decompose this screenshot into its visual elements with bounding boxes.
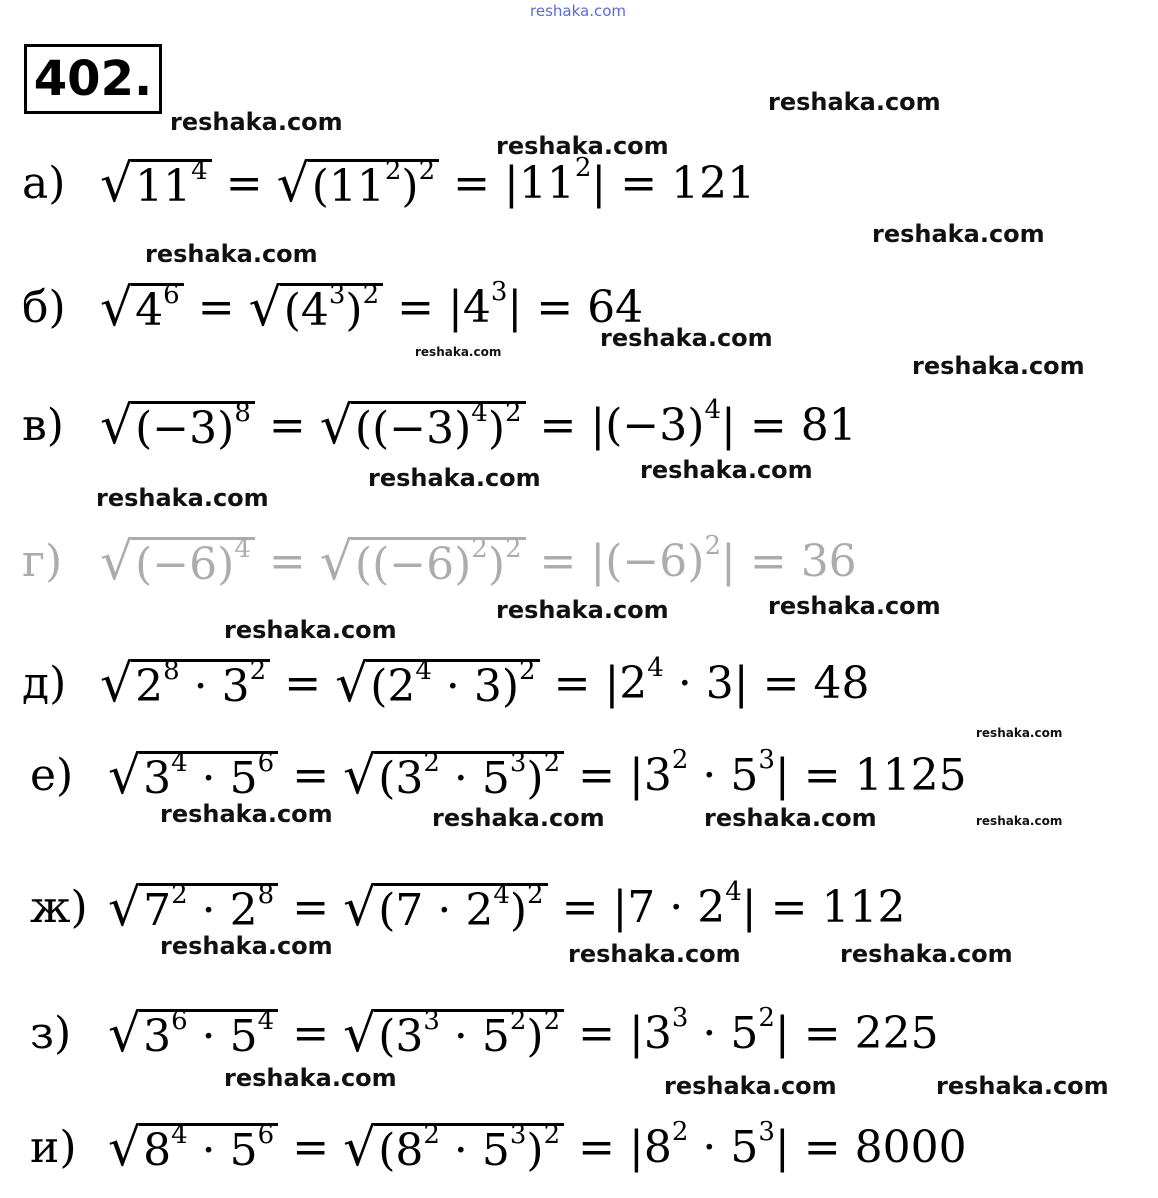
abs-bar: |	[612, 882, 628, 933]
item-label: д)	[22, 658, 67, 709]
item-label: з)	[30, 1008, 72, 1059]
radical	[108, 1118, 278, 1178]
radical	[343, 1118, 564, 1178]
math-term: )	[526, 752, 544, 804]
abs-bar: |	[774, 1122, 790, 1173]
math-term: (3	[378, 752, 424, 804]
radicand	[131, 655, 270, 712]
math-term: · 5	[187, 1010, 258, 1062]
exponent: 4	[234, 533, 251, 564]
exponent: 3	[328, 279, 346, 310]
watermark: reshaka.com	[704, 804, 877, 832]
exponent: 2	[574, 153, 592, 183]
expression	[108, 745, 967, 806]
expression	[108, 1003, 939, 1064]
watermark: reshaka.com	[96, 484, 269, 512]
radical	[343, 746, 564, 806]
equals-sign: =	[197, 282, 235, 333]
watermark: reshaka.com	[640, 456, 813, 484]
watermark: reshaka.com	[976, 726, 1063, 740]
abs-bar: |	[741, 882, 757, 933]
equals-sign: =	[578, 750, 616, 801]
equals-sign: =	[561, 882, 599, 933]
exponent: 3	[423, 1005, 440, 1036]
sqrt-sign: √	[343, 746, 377, 806]
sqrt-sign: √	[100, 532, 134, 592]
exponent: 4	[471, 397, 488, 428]
math-term: · 5	[187, 752, 258, 804]
exponent: 4	[493, 879, 510, 910]
exponent: 2	[671, 1117, 689, 1147]
math-term: · 5	[688, 750, 759, 801]
exponent: 2	[423, 1119, 440, 1150]
result-value: 8000	[854, 1122, 967, 1173]
exponent: 4	[171, 747, 188, 778]
watermark: reshaka.com	[170, 108, 343, 136]
radicand	[351, 533, 526, 590]
abs-bar: |	[720, 536, 736, 587]
radicand	[139, 1005, 278, 1062]
equals-sign: =	[749, 536, 787, 587]
equals-sign: =	[539, 400, 577, 451]
problem-number: 402.	[24, 44, 162, 114]
radicand	[139, 747, 278, 804]
item-label: ж)	[30, 882, 88, 933]
exponent: 2	[543, 747, 561, 778]
math-term: 7 · 2	[627, 882, 726, 933]
watermark: reshaka.com	[768, 592, 941, 620]
radical	[248, 278, 384, 338]
math-term: · 5	[439, 1124, 510, 1176]
math-term: 8	[143, 1124, 172, 1176]
math-term: (3	[378, 1010, 424, 1062]
math-term: 4	[135, 284, 164, 336]
math-term: (7 · 2	[378, 884, 494, 936]
exponent: 2	[423, 747, 440, 778]
watermark: reshaka.com	[768, 88, 941, 116]
radicand	[374, 747, 564, 804]
expression	[100, 531, 857, 592]
result-value: 81	[800, 400, 857, 451]
sqrt-sign: √	[108, 1004, 142, 1064]
watermark: reshaka.com	[600, 324, 773, 352]
abs-bar: |	[774, 750, 790, 801]
watermark: reshaka.com	[415, 345, 502, 359]
exponent: 3	[758, 745, 775, 775]
abs-bar: |	[591, 158, 607, 209]
exponent: 4	[171, 1119, 188, 1150]
math-term: 2	[135, 660, 164, 712]
result-value: 64	[587, 282, 644, 333]
abs-bar: |	[629, 1122, 644, 1173]
exponent: 2	[471, 533, 488, 564]
radical	[100, 154, 212, 214]
exponent: 6	[257, 1119, 275, 1150]
exponent: 2	[384, 155, 402, 186]
radical	[100, 396, 255, 456]
expression	[100, 653, 870, 714]
abs-bar: |	[629, 1008, 644, 1059]
math-term: 2	[619, 658, 648, 709]
math-term: · 3)	[431, 660, 520, 712]
radicand	[280, 279, 383, 336]
result-value: 1125	[854, 750, 967, 801]
sqrt-sign: √	[100, 278, 134, 338]
exponent: 3	[490, 277, 508, 307]
equation-row	[22, 653, 870, 714]
radicand	[374, 1005, 564, 1062]
watermark: reshaka.com	[160, 932, 333, 960]
abs-bar: |	[604, 658, 620, 709]
absolute-value	[590, 531, 736, 587]
equals-sign: =	[553, 658, 591, 709]
sqrt-sign: √	[108, 746, 142, 806]
radical	[319, 396, 526, 456]
watermark: reshaka.com	[912, 352, 1085, 380]
exponent: 2	[504, 397, 522, 428]
sqrt-sign: √	[343, 1004, 377, 1064]
equals-sign: =	[292, 750, 330, 801]
equals-sign: =	[292, 1122, 330, 1173]
exponent: 2	[543, 1005, 561, 1036]
watermark: reshaka.com	[224, 616, 397, 644]
absolute-value	[590, 395, 736, 451]
sqrt-sign: √	[319, 396, 353, 456]
radical	[108, 746, 278, 806]
exponent: 8	[163, 655, 180, 686]
radical	[335, 654, 540, 714]
radical	[108, 1004, 278, 1064]
watermark: reshaka.com	[840, 940, 1013, 968]
equals-sign: =	[578, 1122, 616, 1173]
math-term: (2	[370, 660, 416, 712]
exponent: 2	[543, 1119, 561, 1150]
math-term: 11	[518, 158, 575, 209]
radicand	[131, 155, 212, 212]
watermark: reshaka.com	[160, 800, 333, 828]
result-value: 121	[671, 158, 756, 209]
sqrt-sign: √	[276, 154, 310, 214]
item-label: в)	[22, 400, 64, 451]
equals-sign: =	[268, 536, 306, 587]
sqrt-sign: √	[335, 654, 369, 714]
equals-sign: =	[803, 750, 841, 801]
exponent: 4	[257, 1005, 275, 1036]
expression	[100, 153, 756, 214]
result-value: 225	[854, 1008, 939, 1059]
abs-bar: |	[733, 658, 749, 709]
exponent: 3	[509, 747, 527, 778]
abs-bar: |	[507, 282, 523, 333]
math-term: 7	[143, 884, 172, 936]
exponent: 4	[191, 155, 208, 186]
result-value: 36	[800, 536, 857, 587]
item-label: а)	[22, 158, 66, 209]
radicand	[139, 1119, 278, 1176]
sqrt-sign: √	[108, 1118, 142, 1178]
math-term: (−3)	[135, 402, 235, 454]
radical	[343, 1004, 564, 1064]
sqrt-sign: √	[100, 396, 134, 456]
equals-sign: =	[762, 658, 800, 709]
math-term: · 5	[688, 1008, 759, 1059]
math-term: (−6)	[605, 536, 705, 587]
math-term: 11	[135, 160, 192, 212]
exponent: 2	[249, 655, 267, 686]
item-label: и)	[30, 1122, 77, 1173]
equation-row	[30, 1117, 967, 1178]
radical	[100, 654, 270, 714]
abs-bar: |	[590, 536, 606, 587]
math-term: ((−6)	[354, 538, 472, 590]
equals-sign: =	[536, 282, 574, 333]
equals-sign: =	[749, 400, 787, 451]
exponent: 3	[671, 1003, 689, 1033]
math-term: · 3	[663, 658, 734, 709]
watermark: reshaka.com	[872, 220, 1045, 248]
math-term: ((−3)	[354, 402, 472, 454]
exponent: 4	[415, 655, 432, 686]
math-term: 3	[143, 1010, 172, 1062]
result-value: 112	[821, 882, 906, 933]
math-term: 4	[462, 282, 491, 333]
equation-row	[30, 877, 906, 938]
math-term: )	[509, 884, 528, 936]
math-term: )	[526, 1124, 544, 1176]
item-label: г)	[22, 536, 63, 587]
equals-sign: =	[225, 158, 263, 209]
watermark: reshaka.com	[664, 1072, 837, 1100]
sqrt-sign: √	[248, 278, 282, 338]
exponent: 8	[257, 879, 275, 910]
watermark: reshaka.com	[432, 804, 605, 832]
math-term: (8	[378, 1124, 424, 1176]
math-term: · 5	[187, 1124, 258, 1176]
equation-row	[30, 745, 967, 806]
absolute-value	[629, 1117, 790, 1173]
radicand	[139, 879, 278, 936]
absolute-value	[612, 877, 757, 933]
watermark: reshaka.com	[224, 1064, 397, 1092]
abs-bar: |	[629, 750, 644, 801]
math-term: · 2	[187, 884, 258, 936]
expression	[108, 1117, 967, 1178]
exponent: 6	[171, 1005, 188, 1036]
watermark: reshaka.com	[568, 940, 741, 968]
math-term: 8	[643, 1122, 672, 1173]
exponent: 2	[671, 745, 689, 775]
radical	[276, 154, 440, 214]
equals-sign: =	[578, 1008, 616, 1059]
exponent: 2	[171, 879, 188, 910]
absolute-value	[629, 745, 790, 801]
radicand	[131, 397, 255, 454]
exponent: 2	[758, 1003, 775, 1033]
sqrt-sign: √	[100, 654, 134, 714]
equals-sign: =	[284, 658, 322, 709]
radicand	[366, 655, 539, 712]
math-term: )	[345, 284, 363, 336]
exponent: 2	[418, 155, 436, 186]
watermark: reshaka.com	[368, 464, 541, 492]
result-value: 48	[813, 658, 870, 709]
sqrt-sign: √	[100, 154, 134, 214]
exponent: 2	[362, 279, 380, 310]
math-term: (4	[283, 284, 329, 336]
math-term: · 5	[439, 752, 510, 804]
math-term: 3	[643, 1008, 672, 1059]
equation-row	[22, 531, 857, 592]
math-term: )	[526, 1010, 544, 1062]
equals-sign: =	[770, 882, 808, 933]
exponent: 4	[647, 653, 664, 683]
abs-bar: |	[448, 282, 463, 333]
expression	[100, 395, 857, 456]
math-term: · 3	[179, 660, 250, 712]
radical	[100, 532, 255, 592]
equals-sign: =	[268, 400, 306, 451]
sqrt-sign: √	[319, 532, 353, 592]
radicand	[131, 279, 184, 336]
radicand	[351, 397, 526, 454]
expression	[108, 877, 906, 938]
radical	[108, 878, 278, 938]
equation-row	[22, 395, 857, 456]
math-term: (−6)	[135, 538, 235, 590]
exponent: 2	[504, 533, 522, 564]
equation-row	[30, 1003, 939, 1064]
exponent: 2	[509, 1005, 527, 1036]
radicand	[308, 155, 439, 212]
equals-sign: =	[397, 282, 435, 333]
watermark: reshaka.com	[496, 132, 669, 160]
abs-bar: |	[590, 400, 606, 451]
exponent: 3	[509, 1119, 527, 1150]
math-term: (11	[311, 160, 385, 212]
math-term: · 5	[439, 1010, 510, 1062]
expression	[100, 277, 644, 338]
radical	[319, 532, 526, 592]
watermark: reshaka.com	[145, 240, 318, 268]
exponent: 6	[163, 279, 180, 310]
radical	[343, 878, 548, 938]
radical	[100, 278, 184, 338]
exponent: 8	[234, 397, 251, 428]
watermark: reshaka.com	[496, 596, 669, 624]
equation-row	[22, 153, 756, 214]
equals-sign: =	[292, 1008, 330, 1059]
item-label: е)	[30, 750, 74, 801]
sqrt-sign: √	[343, 1118, 377, 1178]
item-label: б)	[22, 282, 66, 333]
abs-bar: |	[504, 158, 519, 209]
absolute-value	[504, 153, 607, 209]
math-term: )	[401, 160, 419, 212]
math-term: · 5	[688, 1122, 759, 1173]
exponent: 2	[527, 879, 544, 910]
radicand	[131, 533, 255, 590]
radicand	[374, 879, 547, 936]
exponent: 4	[704, 395, 721, 425]
equals-sign: =	[292, 882, 330, 933]
abs-bar: |	[720, 400, 736, 451]
sqrt-sign: √	[108, 878, 142, 938]
watermark: reshaka.com	[936, 1072, 1109, 1100]
math-term: 3	[643, 750, 672, 801]
watermark: reshaka.com	[976, 814, 1063, 828]
radicand	[374, 1119, 564, 1176]
math-term: 3	[143, 752, 172, 804]
sqrt-sign: √	[343, 878, 377, 938]
absolute-value	[448, 277, 523, 333]
exponent: 2	[704, 531, 721, 561]
site-header-link[interactable]: reshaka.com	[530, 2, 626, 20]
math-term: (−3)	[605, 400, 705, 451]
exponent: 2	[519, 655, 536, 686]
equals-sign: =	[453, 158, 490, 209]
equals-sign: =	[620, 158, 658, 209]
equals-sign: =	[803, 1008, 841, 1059]
math-term: )	[487, 402, 505, 454]
math-term: )	[487, 538, 505, 590]
equation-row	[22, 277, 644, 338]
abs-bar: |	[774, 1008, 790, 1059]
exponent: 6	[257, 747, 275, 778]
exponent: 4	[725, 877, 742, 907]
absolute-value	[604, 653, 749, 709]
exponent: 3	[758, 1117, 775, 1147]
equals-sign: =	[539, 536, 577, 587]
equals-sign: =	[803, 1122, 841, 1173]
absolute-value	[629, 1003, 790, 1059]
